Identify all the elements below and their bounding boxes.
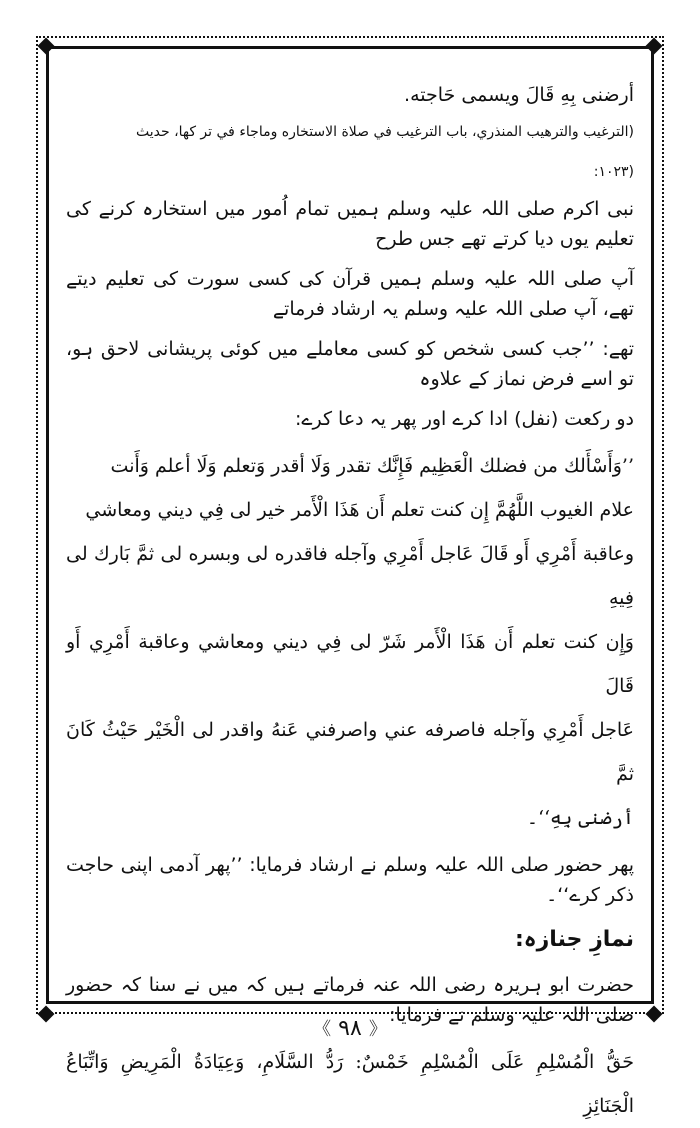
page-number-bracket-left: 《 [313, 1019, 332, 1040]
hadith-reference-number: (١٠٢٣: [593, 164, 634, 180]
arabic-dua-ending: أرضنى بِهِ قَالَ ويسمى حَاجته. [404, 84, 634, 106]
section-heading-funeral-prayer: نمازِ جنازہ: [514, 927, 634, 952]
page-number-value: ٩٨ [338, 1016, 362, 1041]
arabic-hadith-line: حَقُّ الْمُسْلِمِ عَلَى الْمُسْلِمِ خَمْسٌ: رَدُّ السَّلَامِ، وَعِيَادَةُ الْمَرِيضِ وَاتِّبَاعُ الْجَنَائِزِ [66, 1051, 634, 1117]
arabic-dua-line: أرضنى بِهِ‘‘۔ [526, 807, 634, 829]
arabic-dua-line: ’’وَأَسْأَلك من فضلك الْعَظِيم فَإِنَّك تقدر وَلَا أقدر وَتعلم وَلَا أعلم وَأَنت [110, 455, 634, 477]
urdu-paragraph-line: نبی اکرم صلی اللہ علیہ وسلم ہمیں تمام اُمور میں استخارہ کرنے کی تعلیم یوں دیا کرتے تھے جس طرح [66, 198, 634, 250]
urdu-paragraph-line: پھر حضور صلی اللہ علیہ وسلم نے ارشاد فرمایا: ’’پھر آدمی اپنی حاجت ذکر کرے‘‘۔ [66, 854, 634, 906]
arabic-dua-line: وعاقبة أَمْرِي أَو قَالَ عَاجل أَمْرِي وآجله فاقدره لى وبسره لى ثمَّ بَارك لى فِيهِ [66, 543, 634, 609]
urdu-paragraph-line: آپ صلی اللہ علیہ وسلم ہمیں قرآن کی کسی سورت کی تعلیم دیتے تھے، آپ صلی اللہ علیہ وسلم یہ ارشاد فرماتے [66, 268, 634, 320]
page-number [305, 1012, 395, 1046]
page-number-bracket-right: 》 [368, 1019, 387, 1040]
urdu-paragraph-line: تھے: ’’جب کسی شخص کو کسی معاملے میں کوئی پریشانی لاحق ہو، تو اسے فرض نماز کے علاوہ [66, 338, 634, 390]
arabic-dua-line: عَاجل أَمْرِي وآجله فاصرفه عني واصرفني عَنهُ واقدر لى الْخَيْر حَيْثُ كَانَ ثمَّ [66, 719, 634, 785]
arabic-dua-line: وَإِن كنت تعلم أَن هَذَا الْأَمر شَرّ لى فِي ديني ومعاشي وعاقبة أَمْرِي أَو قَالَ [66, 631, 634, 697]
arabic-dua-line: علام الغيوب اللَّهُمَّ إِن كنت تعلم أَن هَذَا الْأَمر خير لى فِي ديني ومعاشي [85, 499, 634, 521]
hadith-reference: (الترغيب والترهيب المنذري، باب الترغيب في صلاة الاستخاره وماجاء في تر كها، حديث [135, 124, 634, 140]
urdu-paragraph-line: حضرت ابو ہریرہ رضی اللہ عنہ فرماتے ہیں کہ میں نے سنا کہ حضور صلی اللہ علیہ وسلم نے فرمایا: [66, 974, 634, 1026]
urdu-paragraph-line: دو رکعت (نفل) ادا کرے اور پھر یہ دعا کرے: [294, 408, 634, 430]
